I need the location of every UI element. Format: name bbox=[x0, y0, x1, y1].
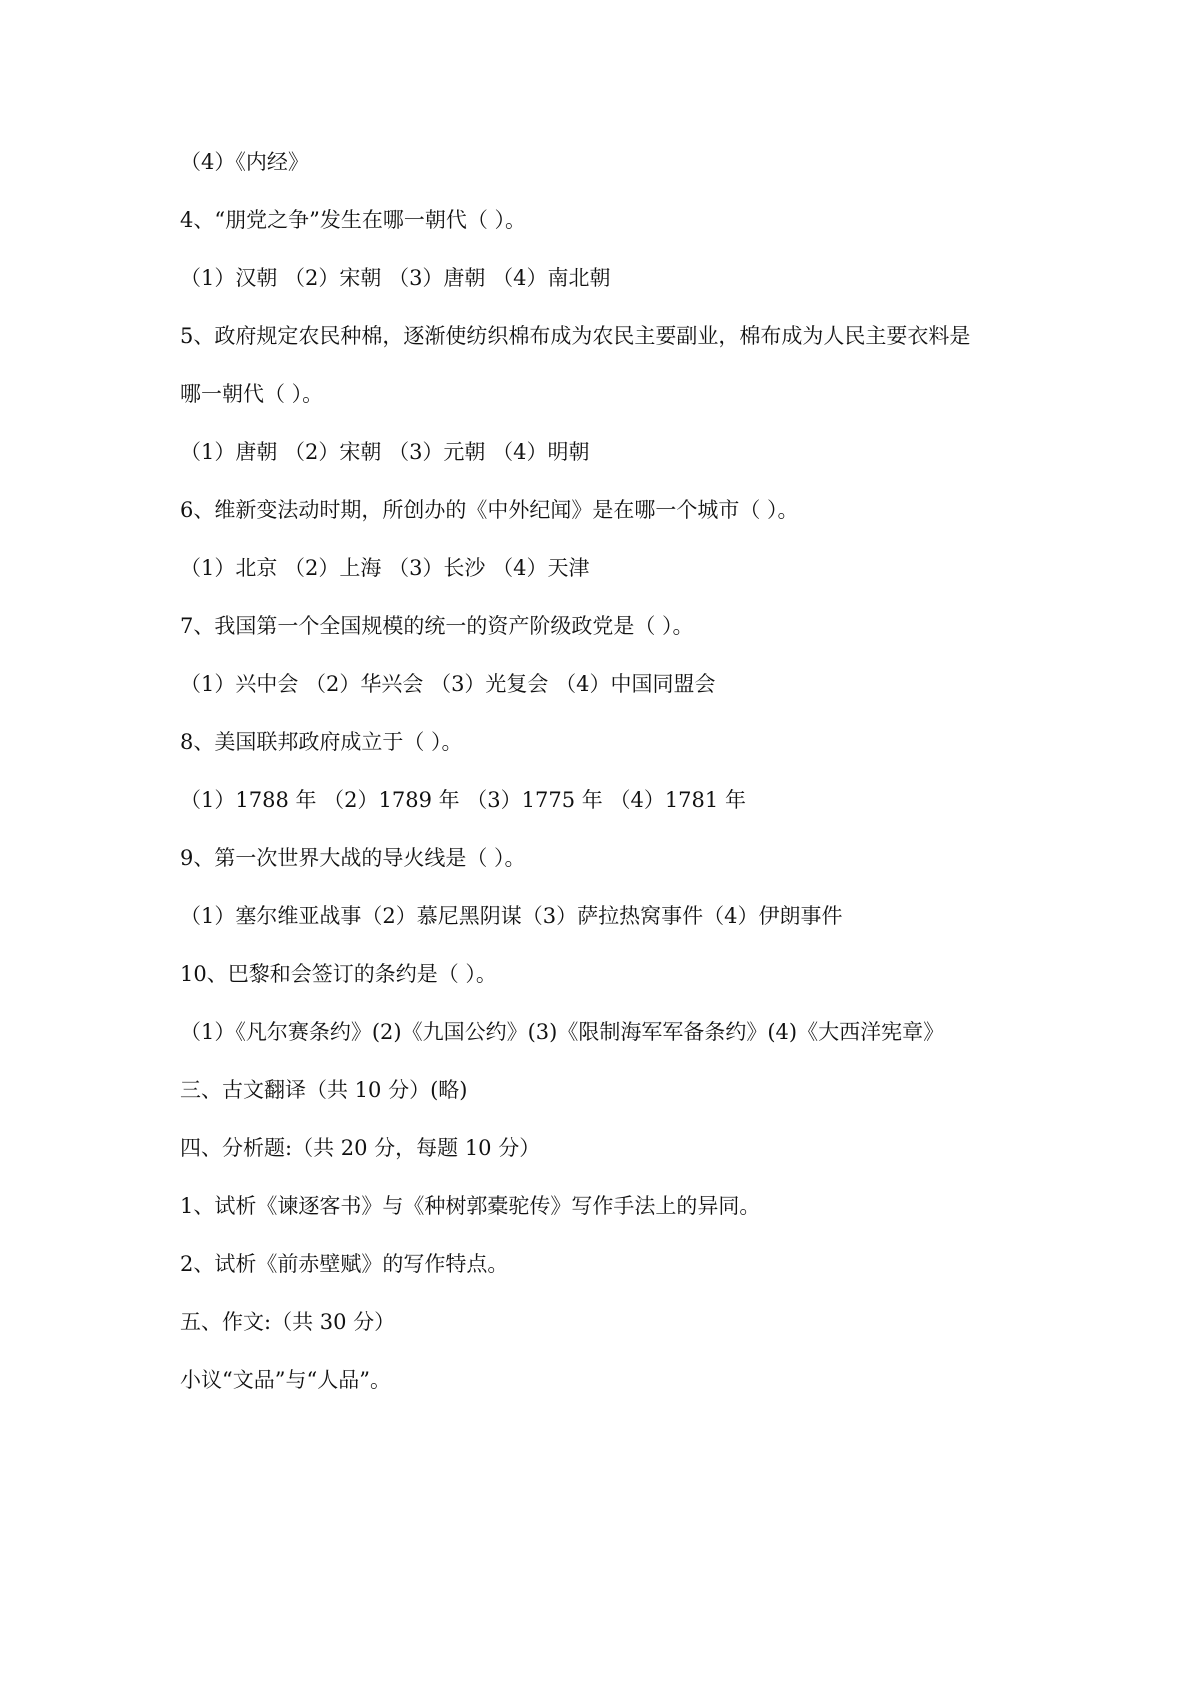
question-10: 10、巴黎和会签订的条约是（ ）。 bbox=[180, 962, 497, 986]
question-9: 9、第一次世界大战的导火线是（ ）。 bbox=[180, 846, 526, 870]
question-4: 4、“朋党之争”发生在哪一朝代（ ）。 bbox=[180, 208, 527, 232]
section-3-heading: 三、古文翻译（共 10 分）(略) bbox=[180, 1078, 468, 1102]
question-5-line-1: 5、政府规定农民种棉，逐渐使纺织棉布成为农民主要副业，棉布成为人民主要衣料是 bbox=[180, 324, 971, 348]
options-question-7: （1）兴中会 （2）华兴会 （3）光复会 （4）中国同盟会 bbox=[180, 672, 716, 696]
options-question-5: （1）唐朝 （2）宋朝 （3）元朝 （4）明朝 bbox=[180, 440, 590, 464]
question-8: 8、美国联邦政府成立于（ ）。 bbox=[180, 730, 463, 754]
options-question-9: （1）塞尔维亚战事（2）慕尼黑阴谋（3）萨拉热窝事件（4）伊朗事件 bbox=[180, 904, 843, 928]
options-question-10: （1）《凡尔赛条约》(2)《九国公约》(3)《限制海军军备条约》(4)《大西洋宪章》 bbox=[180, 1020, 945, 1044]
question-7: 7、我国第一个全国规模的统一的资产阶级政党是（ ）。 bbox=[180, 614, 694, 638]
analysis-question-2: 2、试析《前赤壁赋》的写作特点。 bbox=[180, 1252, 509, 1276]
question-5-line-2: 哪一朝代（ ）。 bbox=[180, 382, 324, 406]
option-line: （4）《内经》 bbox=[180, 150, 309, 174]
options-question-8: （1）1788 年 （2）1789 年 （3）1775 年 （4）1781 年 bbox=[180, 788, 746, 812]
section-5-heading: 五、作文:（共 30 分） bbox=[180, 1310, 396, 1334]
question-6: 6、维新变法动时期，所创办的《中外纪闻》是在哪一个城市（ ）。 bbox=[180, 498, 799, 522]
essay-topic: 小议“文品”与“人品”。 bbox=[180, 1368, 391, 1392]
analysis-question-1: 1、试析《谏逐客书》与《种树郭橐驼传》写作手法上的异同。 bbox=[180, 1194, 761, 1218]
options-question-6: （1）北京 （2）上海 （3）长沙 （4）天津 bbox=[180, 556, 590, 580]
options-question-4: （1）汉朝 （2）宋朝 （3）唐朝 （4）南北朝 bbox=[180, 266, 611, 290]
section-4-heading: 四、分析题:（共 20 分，每题 10 分） bbox=[180, 1136, 541, 1160]
